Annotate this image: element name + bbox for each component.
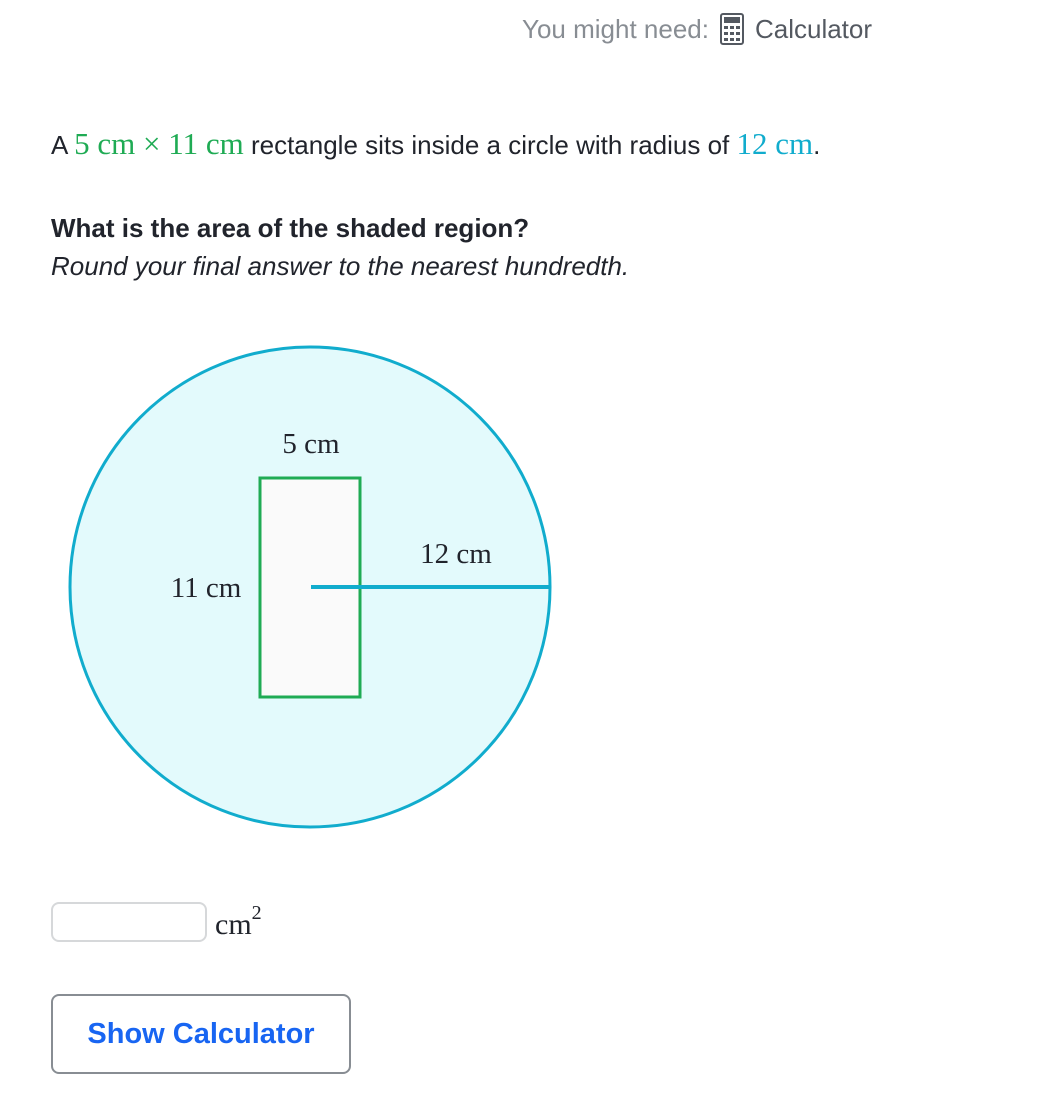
answer-unit xyxy=(215,902,262,942)
times-symbol: × xyxy=(135,126,169,161)
unit-text: cm xyxy=(215,908,252,941)
unit-exponent: 2 xyxy=(251,902,262,924)
question-text: What is the area of the shaded region? xyxy=(51,213,530,243)
rect-width-value: 5 cm xyxy=(74,126,136,161)
problem-suffix: . xyxy=(813,130,821,160)
calculator-icon xyxy=(719,12,745,46)
width-label: 5 cm xyxy=(282,428,340,460)
instruction-text: Round your final answer to the nearest hundredth. xyxy=(51,251,630,281)
answer-row xyxy=(51,902,262,942)
radius-value: 12 cm xyxy=(736,126,814,161)
problem-middle: rectangle sits inside a circle with radius of xyxy=(243,130,737,160)
problem-prefix: A xyxy=(51,130,75,160)
show-calculator-button[interactable]: Show Calculator xyxy=(51,994,351,1074)
problem-statement xyxy=(51,122,820,167)
tool-hint xyxy=(522,12,872,46)
answer-input[interactable] xyxy=(51,902,207,942)
rect-height-value: 11 cm xyxy=(168,126,244,161)
height-label: 11 cm xyxy=(170,572,242,604)
calculator-tool-name: Calculator xyxy=(754,13,873,44)
radius-label: 12 cm xyxy=(420,538,492,570)
might-need-label: You might need: xyxy=(522,13,709,44)
circle-rectangle-figure xyxy=(60,340,560,840)
